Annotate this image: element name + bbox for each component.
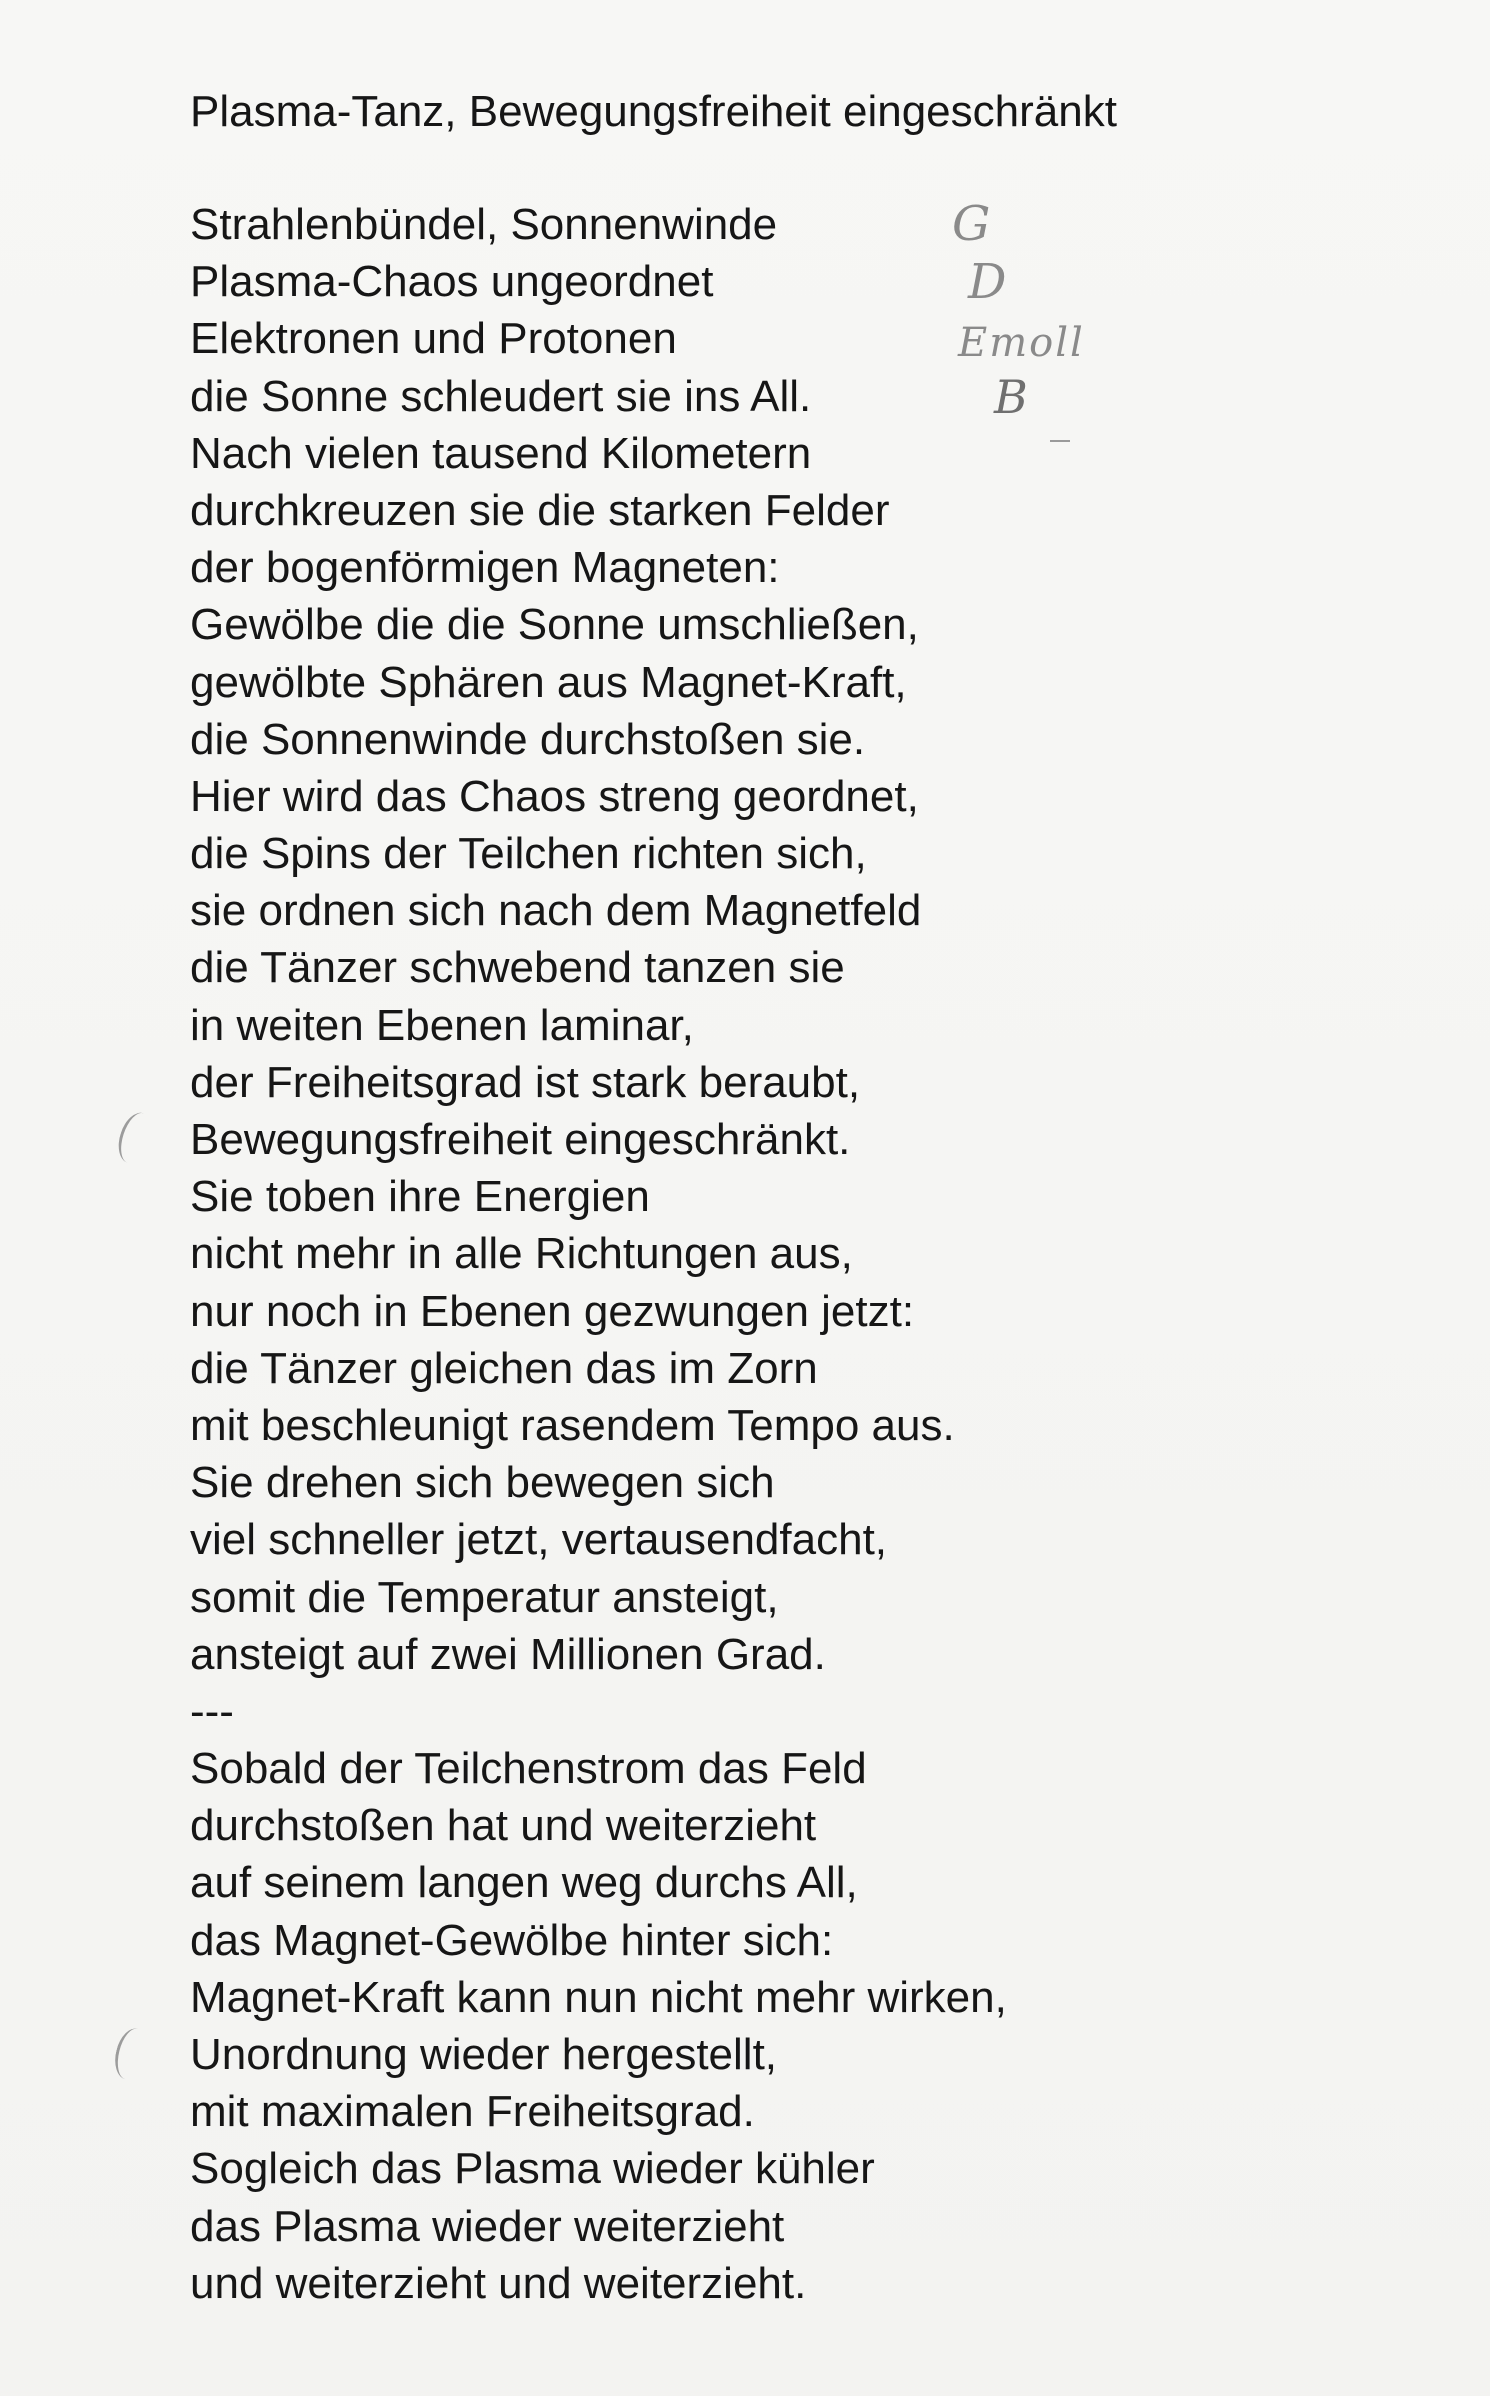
pencil-bracket-mark: [113, 1108, 159, 1167]
poem-line: die Tänzer schwebend tanzen sie: [190, 943, 845, 993]
poem-line: Unordnung wieder hergestellt,: [190, 2030, 778, 2079]
poem-line: der bogenförmigen Magneten:: [190, 543, 780, 593]
poem-line: Nach vielen tausend Kilometern: [190, 428, 812, 478]
poem-line: ---: [190, 1686, 234, 1736]
poem-line: durchstoßen hat und weiterzieht: [190, 1801, 817, 1851]
poem-line: auf seinem langen weg durchs All,: [190, 1858, 858, 1908]
poem-title: Plasma-Tanz, Bewegungsfreiheit eingeschränkt: [190, 87, 1117, 136]
poem-line: die Spins der Teilchen richten sich,: [190, 829, 867, 879]
poem-line: Strahlenbündel, Sonnenwinde: [190, 200, 778, 249]
poem-line: Sie drehen sich bewegen sich: [190, 1458, 775, 1508]
poem-line: Sie toben ihre Energien: [190, 1172, 650, 1222]
poem-line: die Tänzer gleichen das im Zorn: [190, 1343, 818, 1393]
poem-line: Plasma-Chaos ungeordnet: [190, 257, 714, 307]
poem-line: Hier wird das Chaos streng geordnet,: [190, 771, 919, 821]
handwritten-chord-note: G: [952, 196, 991, 252]
poem-line: gewölbte Sphären aus Magnet-Kraft,: [190, 657, 907, 707]
poem-line: das Plasma wieder weiterzieht: [190, 2201, 785, 2251]
poem-line: mit maximalen Freiheitsgrad.: [190, 2087, 755, 2137]
poem-line: und weiterzieht und weiterzieht.: [190, 2258, 807, 2308]
handwritten-chord-note: B: [994, 370, 1028, 424]
poem-line: der Freiheitsgrad ist stark beraubt,: [190, 1057, 861, 1107]
poem-line: Elektronen und Protonen: [190, 314, 677, 364]
poem-line: viel schneller jetzt, vertausendfacht,: [190, 1515, 888, 1565]
pencil-bracket-mark: [110, 2025, 153, 2083]
poem-line: Sobald der Teilchenstrom das Feld: [190, 1744, 867, 1794]
poem-body: [190, 196, 1007, 2312]
poem-line: mit beschleunigt rasendem Tempo aus.: [190, 1400, 955, 1450]
poem-line: ansteigt auf zwei Millionen Grad.: [190, 1629, 826, 1679]
poem-line: nicht mehr in alle Richtungen aus,: [190, 1229, 853, 1279]
poem-line: die Sonne schleudert sie ins All.: [190, 371, 812, 421]
poem-line: Bewegungsfreiheit eingeschränkt.: [190, 1115, 851, 1164]
handwritten-chord-note: Emoll: [958, 320, 1085, 366]
poem-line: nur noch in Ebenen gezwungen jetzt:: [190, 1286, 915, 1336]
poem-line: Sogleich das Plasma wieder kühler: [190, 2144, 875, 2194]
poem-line: die Sonnenwinde durchstoßen sie.: [190, 714, 866, 764]
poem-line: sie ordnen sich nach dem Magnetfeld: [190, 886, 922, 936]
poem-line: durchkreuzen sie die starken Felder: [190, 485, 890, 535]
pencil-tick-mark: [1050, 440, 1070, 442]
poem-line: Gewölbe die die Sonne umschließen,: [190, 600, 919, 650]
poem-line: somit die Temperatur ansteigt,: [190, 1572, 779, 1622]
poem-line: in weiten Ebenen laminar,: [190, 1000, 694, 1050]
poem-line: Magnet-Kraft kann nun nicht mehr wirken,: [190, 1972, 1007, 2022]
poem-line: das Magnet-Gewölbe hinter sich:: [190, 1915, 834, 1965]
handwritten-chord-note: D: [968, 254, 1007, 310]
